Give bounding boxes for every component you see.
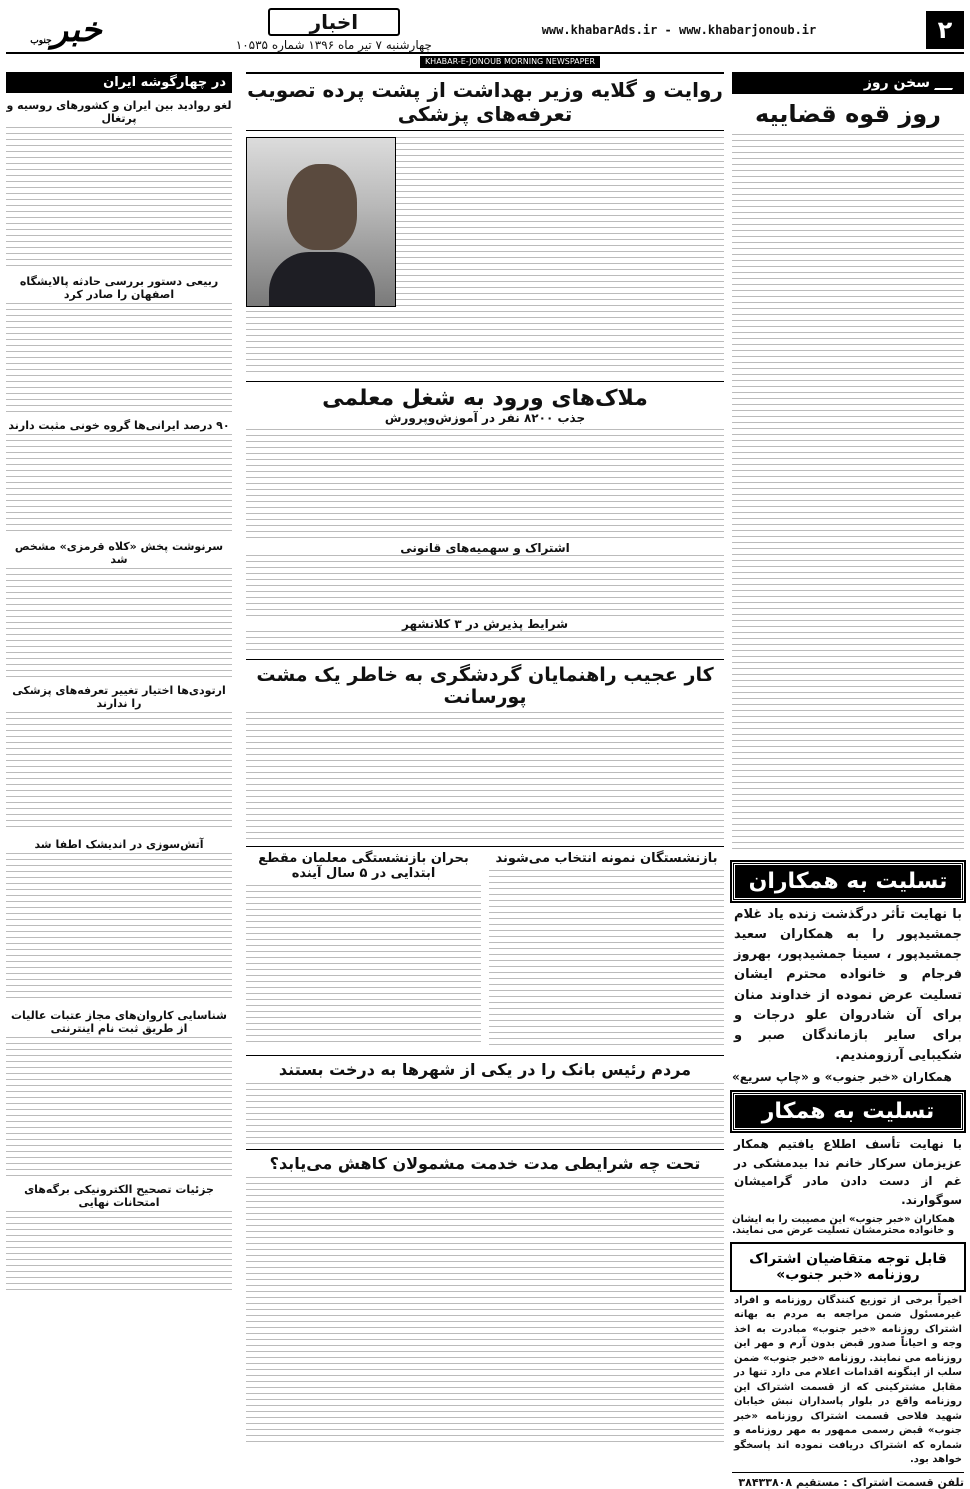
editorial-body <box>732 134 964 854</box>
condolence1-title: تسلیت به همکاران <box>732 862 964 901</box>
page-number: ۲ <box>926 11 964 49</box>
website-urls[interactable]: www.khabarAds.ir - www.khabarjonoub.ir <box>541 23 817 37</box>
service-headline: تحت چه شرایطی مدت خدمت مشمولان کاهش می‌یابد؟ <box>269 1154 701 1173</box>
crisis-headline: بحران بازنشستگی معلمان مقطع ابتدایی در ۵ سال آینده <box>258 851 469 881</box>
right-column <box>732 72 964 1489</box>
teacher-body-quota <box>246 555 724 617</box>
condolence1-sign: همکاران «خبر جنوب» و «چاپ سریع» <box>732 1070 952 1085</box>
iran-headline-refinery: ربیعی دستور بررسی حادثه پالایشگاه اصفهان را صادر کرد <box>19 275 219 301</box>
guides-body <box>246 712 724 842</box>
iran-body-tariff <box>6 712 232 832</box>
condolence1-body: با نهایت تأثر درگذشت زنده یاد غلام جمشیدپور را به همکاران سعید جمشیدپور ، سینا جمشیدپور، بهروز فرجام و خانواده محترم ایشان تسلیت عرض نموده از خداوند منان برای آن شادروان علو درجات و برای سایر بازماندگان صبر و شکیبایی آرزومندیم. <box>734 907 962 1063</box>
teacher-subhead-cities: شرایط پذیرش در ۳ کلانشهر <box>401 617 568 631</box>
middle-column <box>246 72 724 1416</box>
bank-body <box>246 1083 724 1145</box>
iran-body-visa <box>6 127 232 269</box>
service-body <box>246 1177 724 1447</box>
iran-headline-kolah: سرنوشت پخش «کلاه قرمزی» مشخص شد <box>14 540 224 566</box>
logo-sub: جنوب <box>30 36 52 46</box>
iran-section-title: در چهارگوشه ایران <box>6 72 232 93</box>
retirees-body <box>489 870 724 1046</box>
pen-icon <box>934 76 960 90</box>
subscription-title: قابل توجه متقاضیان اشتراک روزنامه «خبر جنوب» <box>732 1244 964 1290</box>
guides-headline: کار عجیب راهنمایان گردشگری به خاطر یک مشت پورسانت <box>256 664 714 708</box>
iran-headline-tariff: ارتودی‌ها اختیار تغییر تعرفه‌های پزشکی را ندارند <box>12 684 226 710</box>
iran-body-kolah <box>6 568 232 678</box>
teacher-headline: ملاک‌های ورود به شغل معلمی <box>322 386 648 411</box>
teacher-body-cities <box>246 631 724 655</box>
editorial-badge-label: سخن روز <box>863 75 930 91</box>
left-column <box>6 72 232 1416</box>
iran-body-pilgrim <box>6 1037 232 1177</box>
masthead-strip: KHABAR-E-JONOUB MORNING NEWSPAPER <box>420 56 600 68</box>
masthead <box>6 8 964 54</box>
teacher-body <box>246 429 724 541</box>
iran-headline-pilgrim: شناسایی کاروان‌های مجاز عتبات عالیات از طریق ثبت نام اینترنتی <box>11 1009 227 1035</box>
teacher-subhead-quota: اشتراک و سهمیه‌های قانونی <box>400 541 570 555</box>
subscription-phone: تلفن قسمت اشتراک : مستقیم ۳۸۴۳۳۸۰۸ <box>732 1472 964 1489</box>
editorial-title: روز قوه قضاییه <box>755 100 941 128</box>
minister-photo <box>246 137 396 307</box>
crisis-body <box>246 885 481 1045</box>
teacher-dek: جذب ۸۲۰۰ نفر در آموزش‌وپرورش <box>384 411 586 425</box>
lead-article <box>246 137 724 377</box>
condolence2-title: تسلیت به همکار <box>732 1092 964 1131</box>
bank-headline: مردم رئیس بانک را در یکی از شهرها به درخت بستند <box>278 1060 692 1079</box>
condolence2-sign: همکاران «خبر جنوب» این مصیبت را به ایشان و خانواده محترمشان تسلیت عرض می نمایند. <box>732 1213 955 1236</box>
lead-headline: روایت و گلایه وزیر بهداشت از پشت پرده تصویب تعرفه‌های پزشکی <box>246 72 724 131</box>
editorial-badge <box>732 72 964 94</box>
iran-body-blood <box>6 434 232 534</box>
pension-row <box>246 851 724 1051</box>
issue-date: چهارشنبه ۷ تیر ماه ۱۳۹۶ شماره ۱۰۵۳۵ <box>235 38 432 52</box>
section-title: اخبار <box>268 8 400 36</box>
iran-body-refinery <box>6 303 232 413</box>
subscription-body: اخیراً برخی از توزیع کنندگان روزنامه و افراد غیرمسئول ضمن مراجعه به مردم به بهانه اشتراک روزنامه «خبر جنوب» مبادرت به اخذ وجه و احیاناً صدور قبض بدون آرم و مهر این روزنامه می نمایند. روزنامه «خبر جنوب» ضمن سلب از اینگونه اقدامات اعلام می دارد تنها در مقابل مشترکینی که از قسمت اشتراک این روزنامه واقع در بلوار پاسداران نبش خیابان شهید فلاحی قسمت اشتراک روزنامه «خبر جنوب» قبض رسمی ممهور به مهر روزنامه و شماره که اشتراک دریافت نموده اند پاسخگو خواهد بود. <box>734 1294 962 1465</box>
masthead-center <box>236 8 432 52</box>
crisis-article <box>246 851 481 1051</box>
newspaper-logo <box>6 10 126 50</box>
logo-text: خبر <box>51 10 102 50</box>
retirees-headline: بازنشستگان نمونه انتخاب می‌شوند <box>495 851 718 866</box>
iran-headline-fire: آتش‌سوزی در اندیشک اطفا شد <box>34 838 204 851</box>
iran-headline-visa: لغو روادید بین ایران و کشورهای روسیه و پرتغال <box>6 99 232 125</box>
iran-headline-exams: جزئیات تصحیح الکترونیکی برگه‌های امتحانات نهایی <box>24 1183 214 1209</box>
iran-body-fire <box>6 853 232 1003</box>
iran-headline-blood: ۹۰ درصد ایرانی‌ها گروه خونی مثبت دارند <box>8 419 230 432</box>
retirees-article <box>489 851 724 1051</box>
iran-body-exams <box>6 1211 232 1291</box>
condolence2-body: با نهایت تأسف اطلاع یافتیم همکار عزیزمان سرکار خانم ندا بیدمشکی در غم از دست دادن مادر گرامیشان سوگوارند. <box>734 1137 962 1207</box>
